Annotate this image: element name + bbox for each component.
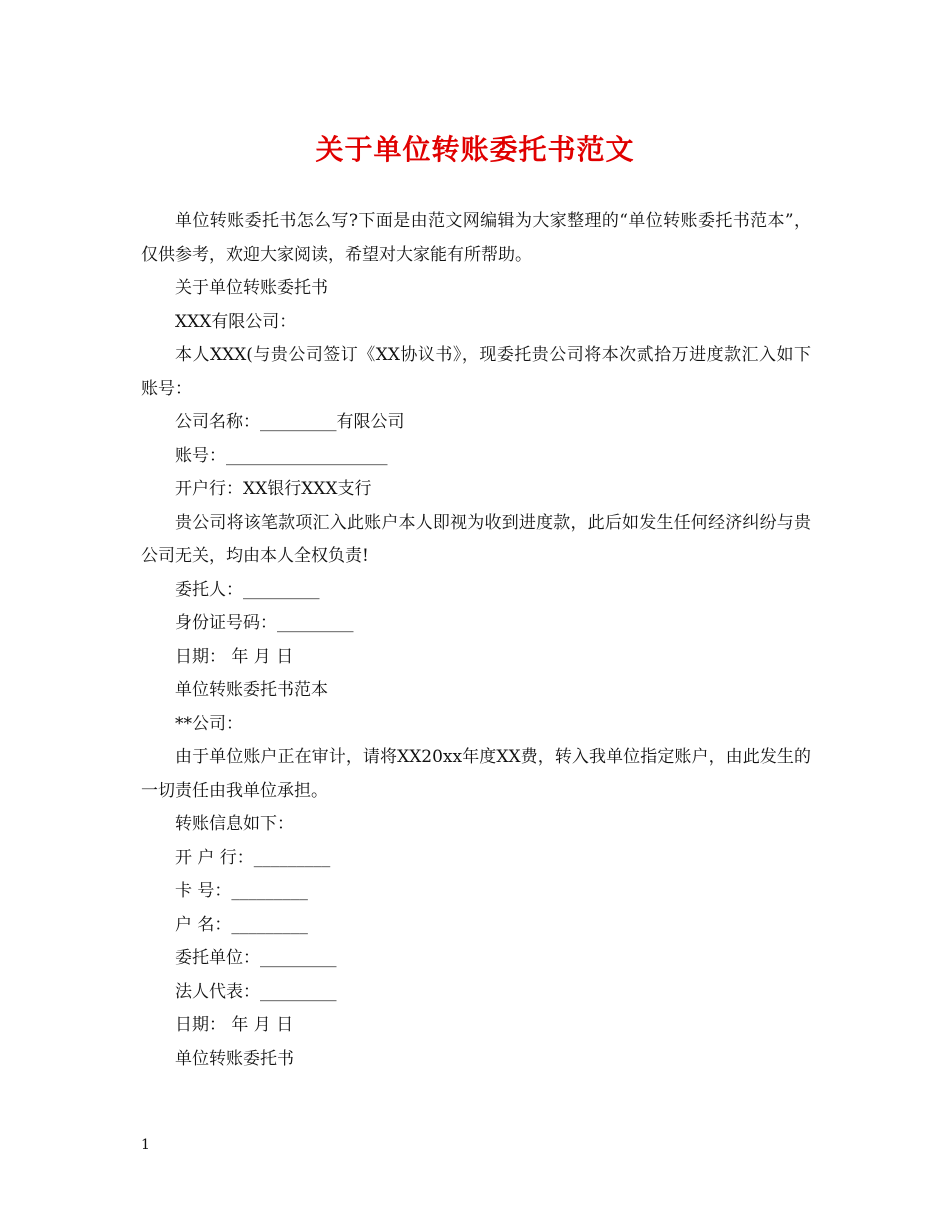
field-date-1: 日期： 年 月 日 — [175, 646, 294, 667]
field-company-name: 公司名称：_________有限公司 — [175, 412, 405, 432]
paragraph-heading-3: 单位转账委托书 — [175, 1048, 294, 1069]
field-id-number: 身份证号码：_________ — [175, 613, 354, 633]
paragraph-request-1: 本人XXX(与贵公司签订《XX协议书》，现委托贵公司将本次贰拾万进度款汇入如下账号： — [141, 345, 811, 399]
paragraph-heading-1: 关于单位转账委托书 — [175, 278, 328, 298]
paragraph-request-2: 由于单位账户正在审计，请将XX20xx年度XX费，转入我单位指定账户，由此发生的一切责任由我单位承担。 — [141, 747, 811, 801]
page-number: 1 — [141, 1137, 150, 1153]
paragraph-liability: 贵公司将该笔款项汇入此账户本人即视为收到进度款，此后如发生任何经济纠纷与贵公司无关，均由本人全权负责! — [141, 512, 811, 566]
field-legal-representative: 法人代表：_________ — [175, 981, 337, 1002]
field-entrusting-unit: 委托单位：_________ — [175, 948, 337, 968]
paragraph-transfer-info: 转账信息如下： — [175, 814, 294, 834]
field-account-number: 账号：___________________ — [175, 445, 388, 466]
paragraph-heading-2: 单位转账委托书范本 — [175, 680, 328, 700]
field-date-2: 日期： 年 月 日 — [175, 1015, 294, 1035]
paragraph-addressee-1: XXX有限公司： — [175, 311, 297, 332]
field-bank: 开户行：XX银行XXX支行 — [175, 479, 372, 499]
document-title: 关于单位转账委托书范文 — [315, 133, 635, 166]
paragraph-intro: 单位转账委托书怎么写?下面是由范文网编辑为大家整理的“单位转账委托书范本”，仅供参考，欢迎大家阅读，希望对大家能有所帮助。 — [141, 211, 811, 265]
field-account-name: 户 名：_________ — [175, 914, 308, 935]
field-opening-bank: 开 户 行：_________ — [175, 847, 331, 868]
paragraph-addressee-2: **公司： — [175, 713, 243, 734]
field-card-number: 卡 号：_________ — [175, 881, 308, 901]
field-principal: 委托人：_________ — [175, 579, 320, 600]
document-body — [141, 205, 811, 1076]
